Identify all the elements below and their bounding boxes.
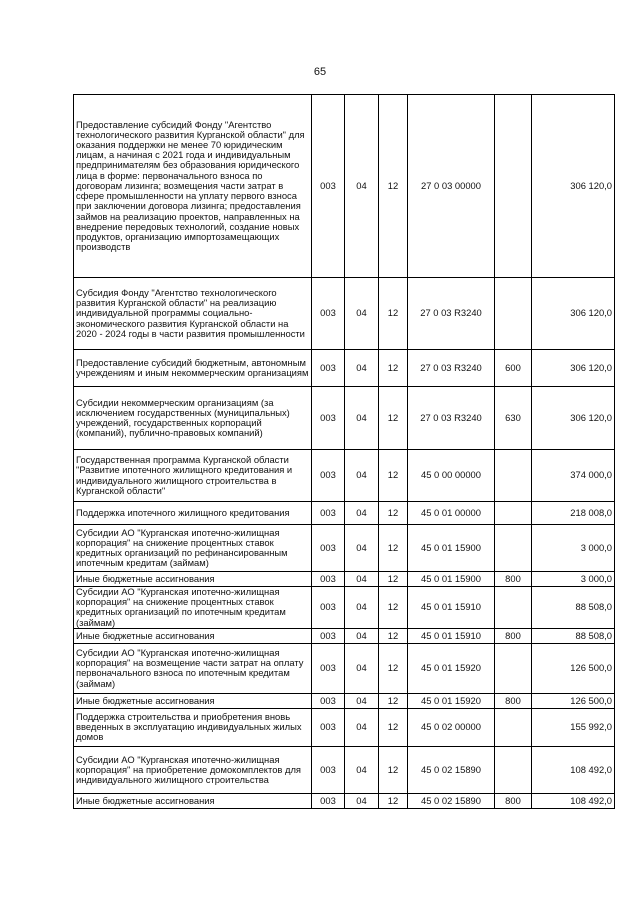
row-description: Иные бюджетные ассигнования (74, 572, 312, 587)
target-article-code: 27 0 03 R3240 (408, 278, 495, 350)
expense-type-code: 800 (495, 693, 532, 708)
expense-type-code (495, 95, 532, 278)
row-description: Иные бюджетные ассигнования (74, 793, 312, 808)
row-description: Субсидии АО "Курганская ипотечно-жилищная корпорация" на снижение процентных ставок кредитных организаций по ипотечным кредитам (займам) (74, 587, 312, 629)
expense-type-code: 630 (495, 387, 532, 450)
section-code: 04 (345, 278, 379, 350)
table-row (74, 693, 615, 708)
table-row (74, 95, 615, 278)
table-row (74, 628, 615, 643)
target-article-code: 27 0 03 R3240 (408, 387, 495, 450)
amount-cell: 126 500,0 (532, 643, 615, 693)
target-article-code: 45 0 01 15900 (408, 525, 495, 572)
section-code: 04 (345, 525, 379, 572)
ministry-code: 003 (312, 95, 345, 278)
ministry-code: 003 (312, 643, 345, 693)
section-code: 04 (345, 746, 379, 793)
page-number: 65 (313, 66, 327, 78)
expense-type-code (495, 450, 532, 502)
target-article-code: 45 0 01 15910 (408, 628, 495, 643)
expense-type-code: 800 (495, 628, 532, 643)
row-description: Субсидии некоммерческим организациям (за исключением государственных (муниципальных) учреждений, государственных корпораций (компаний), публично-правовых компаний) (74, 387, 312, 450)
target-article-code: 27 0 03 R3240 (408, 350, 495, 387)
expense-type-code (495, 525, 532, 572)
amount-cell: 306 120,0 (532, 278, 615, 350)
subsection-code: 12 (379, 387, 408, 450)
target-article-code: 45 0 01 15910 (408, 587, 495, 629)
ministry-code: 003 (312, 628, 345, 643)
ministry-code: 003 (312, 793, 345, 808)
subsection-code: 12 (379, 95, 408, 278)
section-code: 04 (345, 643, 379, 693)
ministry-code: 003 (312, 502, 345, 525)
expense-type-code: 600 (495, 350, 532, 387)
row-description: Субсидии АО "Курганская ипотечно-жилищная корпорация" на приобретение домокомплектов для индивидуального жилищного строительства (74, 746, 312, 793)
amount-cell: 3 000,0 (532, 572, 615, 587)
subsection-code: 12 (379, 793, 408, 808)
section-code: 04 (345, 572, 379, 587)
expense-type-code: 800 (495, 572, 532, 587)
table-row (74, 525, 615, 572)
target-article-code: 27 0 03 00000 (408, 95, 495, 278)
subsection-code: 12 (379, 278, 408, 350)
row-description: Иные бюджетные ассигнования (74, 693, 312, 708)
ministry-code: 003 (312, 587, 345, 629)
subsection-code: 12 (379, 628, 408, 643)
row-description: Субсидия Фонду "Агентство технологического развития Курганской области" на реализацию индивидуальной программы социально-экономического развития Курганской области на 2020 - 2024 годы в части развития промышленности (74, 278, 312, 350)
table-row (74, 278, 615, 350)
amount-cell: 88 508,0 (532, 628, 615, 643)
expense-type-code (495, 708, 532, 746)
subsection-code: 12 (379, 350, 408, 387)
table-row (74, 708, 615, 746)
subsection-code: 12 (379, 587, 408, 629)
section-code: 04 (345, 693, 379, 708)
subsection-code: 12 (379, 525, 408, 572)
subsection-code: 12 (379, 450, 408, 502)
amount-cell: 306 120,0 (532, 387, 615, 450)
target-article-code: 45 0 01 00000 (408, 502, 495, 525)
target-article-code: 45 0 02 15890 (408, 746, 495, 793)
amount-cell: 306 120,0 (532, 350, 615, 387)
amount-cell: 3 000,0 (532, 525, 615, 572)
row-description: Иные бюджетные ассигнования (74, 628, 312, 643)
row-description: Поддержка строительства и приобретения вновь введенных в эксплуатацию индивидуальных жилых домов (74, 708, 312, 746)
budget-table (73, 94, 615, 809)
table-row (74, 793, 615, 808)
section-code: 04 (345, 628, 379, 643)
row-description: Государственная программа Курганской области "Развитие ипотечного жилищного кредитования и индивидуального жилищного строительства в Курганской области" (74, 450, 312, 502)
section-code: 04 (345, 350, 379, 387)
section-code: 04 (345, 95, 379, 278)
section-code: 04 (345, 708, 379, 746)
subsection-code: 12 (379, 693, 408, 708)
row-description: Субсидии АО "Курганская ипотечно-жилищная корпорация" на возмещение части затрат на оплату первоначального взноса по ипотечным кредитам (займам) (74, 643, 312, 693)
section-code: 04 (345, 387, 379, 450)
table-row (74, 502, 615, 525)
ministry-code: 003 (312, 693, 345, 708)
amount-cell: 108 492,0 (532, 746, 615, 793)
ministry-code: 003 (312, 572, 345, 587)
ministry-code: 003 (312, 746, 345, 793)
table-row (74, 572, 615, 587)
amount-cell: 108 492,0 (532, 793, 615, 808)
table-row (74, 587, 615, 629)
target-article-code: 45 0 01 15900 (408, 572, 495, 587)
subsection-code: 12 (379, 502, 408, 525)
section-code: 04 (345, 450, 379, 502)
subsection-code: 12 (379, 708, 408, 746)
ministry-code: 003 (312, 350, 345, 387)
ministry-code: 003 (312, 450, 345, 502)
target-article-code: 45 0 02 15890 (408, 793, 495, 808)
expense-type-code (495, 643, 532, 693)
table-row (74, 643, 615, 693)
amount-cell: 374 000,0 (532, 450, 615, 502)
amount-cell: 126 500,0 (532, 693, 615, 708)
ministry-code: 003 (312, 525, 345, 572)
expense-type-code (495, 278, 532, 350)
ministry-code: 003 (312, 708, 345, 746)
row-description: Субсидии АО "Курганская ипотечно-жилищная корпорация" на снижение процентных ставок кредитных организаций по рефинансированным ипотечным кредитам (займам) (74, 525, 312, 572)
section-code: 04 (345, 793, 379, 808)
expense-type-code (495, 587, 532, 629)
target-article-code: 45 0 01 15920 (408, 693, 495, 708)
subsection-code: 12 (379, 643, 408, 693)
ministry-code: 003 (312, 278, 345, 350)
section-code: 04 (345, 502, 379, 525)
amount-cell: 218 008,0 (532, 502, 615, 525)
expense-type-code: 800 (495, 793, 532, 808)
table-row (74, 746, 615, 793)
table-row (74, 387, 615, 450)
amount-cell: 306 120,0 (532, 95, 615, 278)
expense-type-code (495, 502, 532, 525)
target-article-code: 45 0 00 00000 (408, 450, 495, 502)
table-row (74, 450, 615, 502)
row-description: Предоставление субсидий Фонду "Агентство технологического развития Курганской области" для оказания поддержки не менее 70 юридическим лицам, а начиная с 2021 года и индивидуальным предпринимателям без образования юридического лица в форме: первоначального взноса по договорам лизинга; возмещения части затрат в сфере промышленности на уплату первого взноса при заключении договора лизинга; предоставления займов на реализацию проектов, направленных на внедрение передовых технологий, создание новых продуктов, организацию импортозамещающих производств (74, 95, 312, 278)
row-description: Поддержка ипотечного жилищного кредитования (74, 502, 312, 525)
table-row (74, 350, 615, 387)
amount-cell: 155 992,0 (532, 708, 615, 746)
subsection-code: 12 (379, 572, 408, 587)
ministry-code: 003 (312, 387, 345, 450)
subsection-code: 12 (379, 746, 408, 793)
target-article-code: 45 0 01 15920 (408, 643, 495, 693)
row-description: Предоставление субсидий бюджетным, автономным учреждениям и иным некоммерческим организациям (74, 350, 312, 387)
amount-cell: 88 508,0 (532, 587, 615, 629)
target-article-code: 45 0 02 00000 (408, 708, 495, 746)
expense-type-code (495, 746, 532, 793)
section-code: 04 (345, 587, 379, 629)
